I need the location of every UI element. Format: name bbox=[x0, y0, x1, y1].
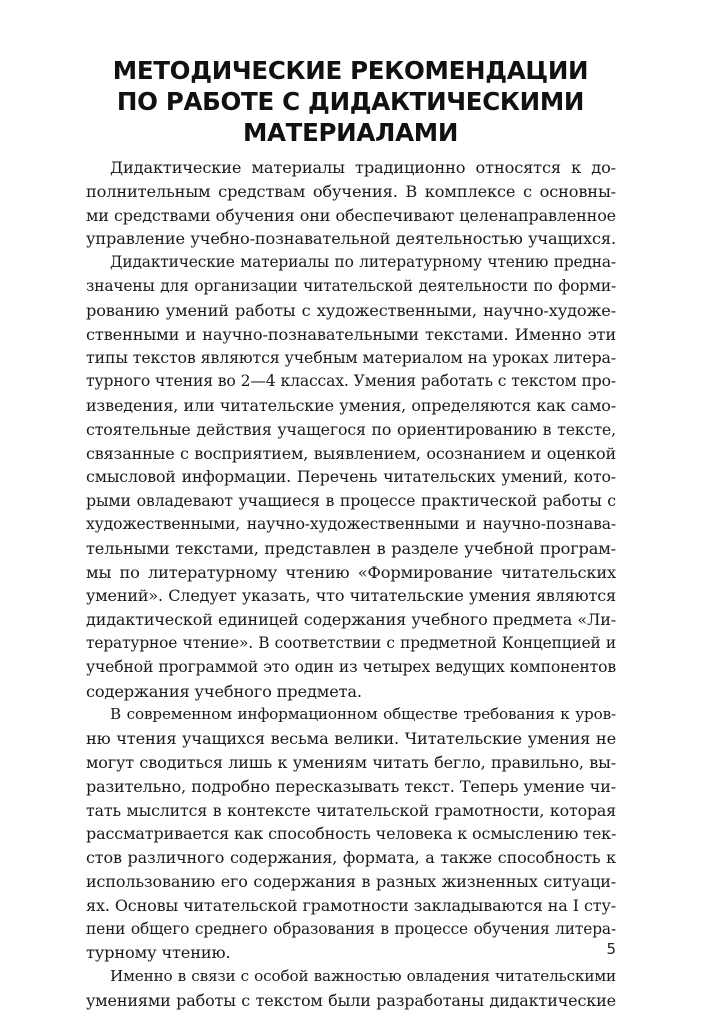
text-line: управление учебно-познавательной деятельностью учащихся. bbox=[86, 229, 616, 249]
text-line: ми средствами обучения они обеспечивают целенаправленное bbox=[86, 205, 616, 225]
text-line: тературное чтение». В соответствии с предметной Концепцией и bbox=[86, 633, 616, 652]
text-line: тельными текстами, представлен в разделе учебной програм- bbox=[86, 538, 616, 558]
text-line: мы по литературному чтению «Формирование читательских bbox=[86, 562, 616, 582]
text-line: В современном информационном обществе требования к уров- bbox=[110, 705, 616, 724]
text-line: турного чтения во 2—4 классах. Умения работать с текстом про- bbox=[86, 372, 616, 391]
text-line: тать мыслится в контексте читательской грамотности, которая bbox=[86, 800, 616, 820]
title-line: МЕТОДИЧЕСКИЕ РЕКОМЕНДАЦИИ bbox=[112, 56, 589, 85]
title-line: МАТЕРИАЛАМИ bbox=[242, 118, 459, 147]
text-line: ях. Основы читательской грамотности закладываются на I сту- bbox=[86, 895, 616, 915]
text-line: изведения, или читательские умения, определяются как само- bbox=[86, 395, 616, 415]
text-line: стоятельные действия учащегося по ориентированию в тексте, bbox=[86, 419, 616, 439]
text-line: Именно в связи с особой важностью овладения читательскими bbox=[110, 967, 616, 986]
text-line: полнительным средствам обучения. В комплексе с основны- bbox=[86, 181, 616, 201]
text-line: Дидактические материалы по литературному чтению предна- bbox=[110, 253, 616, 272]
text-line: рассматривается как способность человека к осмыслению тек- bbox=[86, 824, 617, 844]
text-line: смысловой информации. Перечень читательских умений, кото- bbox=[86, 467, 616, 487]
text-line: разительно, подробно пересказывать текст. Теперь умение чи- bbox=[86, 776, 616, 796]
text-line: умениями работы с текстом были разработаны дидактические bbox=[86, 990, 616, 1010]
text-line: содержания учебного предмета. bbox=[86, 681, 362, 701]
title-line: ПО РАБОТЕ С ДИДАКТИЧЕСКИМИ bbox=[116, 87, 585, 116]
text-line: использованию его содержания в разных жизненных ситуаци- bbox=[86, 871, 616, 891]
paragraph-2 bbox=[86, 251, 616, 703]
text-line: пени общего среднего образования в процессе обучения литера- bbox=[86, 919, 616, 938]
text-line: могут сводиться лишь к умениям читать бегло, правильно, вы- bbox=[86, 752, 616, 772]
text-line: ню чтения учащихся весьма велики. Читательские умения не bbox=[86, 729, 616, 749]
text-line: рованию умений работы с художественными, научно-художе- bbox=[86, 300, 616, 320]
text-line: типы текстов являются учебным материалом на уроках литера- bbox=[86, 348, 616, 368]
text-line: Дидактические материалы традиционно относятся к до- bbox=[110, 158, 616, 177]
text-line: рыми овладевают учащиеся в процессе практической работы с bbox=[86, 491, 616, 511]
body-text bbox=[86, 156, 616, 1013]
text-line: художественными, научно-художественными и научно-познава- bbox=[86, 514, 616, 533]
text-line: стов различного содержания, формата, а также способность к bbox=[86, 848, 616, 868]
text-line: связанные с восприятием, выявлением, осознанием и оценкой bbox=[86, 443, 616, 463]
text-line: значены для организации читательской деятельности по форми- bbox=[86, 276, 616, 295]
text-line: ственными и научно-познавательными текстами. Именно эти bbox=[86, 324, 616, 344]
text-line: учебной программой это один из четырех ведущих компонентов bbox=[86, 657, 616, 676]
page-number: 5 bbox=[606, 940, 616, 958]
page-title bbox=[60, 55, 641, 148]
text-line: дидактической единицей содержания учебного предмета «Ли- bbox=[86, 610, 616, 630]
text-line: умений». Следует указать, что читательские умения являются bbox=[86, 586, 616, 606]
paragraph-4 bbox=[86, 965, 616, 1013]
paragraph-3 bbox=[86, 703, 616, 965]
paragraph-1 bbox=[86, 156, 616, 251]
text-line: турному чтению. bbox=[86, 943, 231, 963]
